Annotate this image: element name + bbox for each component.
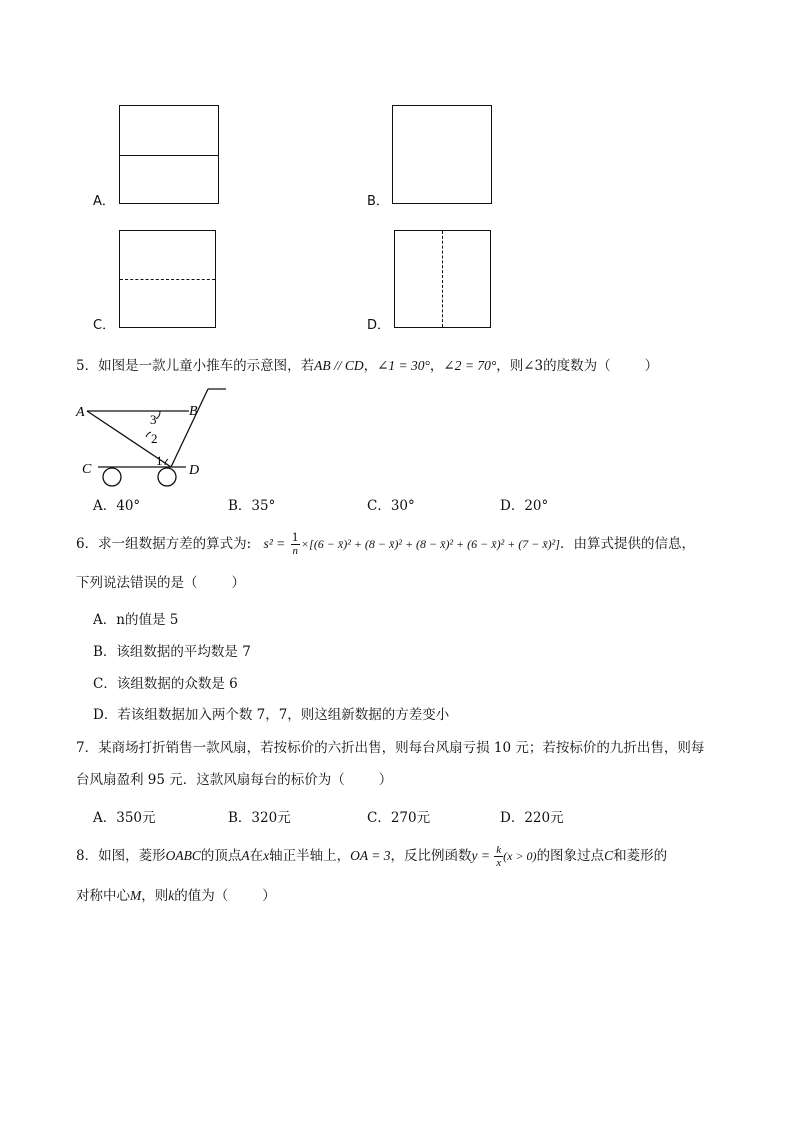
q8-stem: 8．如图，菱形OABC的顶点A在x轴正半轴上，OA = 3，反比例函数y = $\frac{k}{x}$ (x > 0)的图象过点C和菱形的: [76, 844, 668, 869]
dashed-divider-line: [120, 279, 215, 280]
q8-stem-line2: 对称中心M，则k的值为（ ）: [76, 888, 276, 904]
q4-option-a-label: A．: [93, 194, 115, 209]
math-expr: ∠2 = 70°: [443, 358, 497, 373]
q5-option-c: C．30°: [367, 498, 415, 514]
q4-option-b-figure: [392, 105, 492, 204]
question-number: 8．: [76, 848, 99, 864]
angle-3-label: 3: [150, 412, 157, 427]
q4-option-a-figure: [119, 105, 219, 204]
q6-option-c: C．该组数据的众数是 6: [93, 676, 238, 692]
q4-option-d-label: D．: [367, 318, 391, 333]
q4-option-c-label: C．: [93, 318, 116, 333]
label-d: D: [189, 463, 200, 478]
solid-divider-line: [120, 155, 218, 156]
q5-option-b: B．35°: [228, 498, 276, 514]
label-c: C: [82, 462, 92, 477]
q4-option-c-figure: [119, 230, 216, 328]
fraction: $\frac{1}{n}$: [291, 531, 299, 557]
wheel-left: [103, 468, 121, 486]
q6-option-a: A．n的值是 5: [93, 612, 179, 628]
q4-option-b-label: B．: [367, 194, 389, 209]
q6-option-b: B．该组数据的平均数是 7: [93, 644, 251, 660]
q5-stem: 5．如图是一款儿童小推车的示意图，若AB // CD，∠1 = 30°，∠2 = 70°，则∠3的度数为（ ）: [76, 358, 659, 374]
math-expr: s² =: [263, 536, 286, 551]
q5-option-d: D．20°: [500, 498, 549, 514]
q5-option-a: A．40°: [93, 498, 141, 514]
angle-2-label: 2: [151, 431, 158, 446]
question-number: 5．: [76, 358, 99, 374]
q6-stem-line2: 下列说法错误的是（ ）: [76, 575, 245, 591]
q6-option-d: D．若该组数据加入两个数 7，7，则这组新数据的方差变小: [93, 707, 450, 723]
math-expr: y =: [471, 848, 490, 863]
wheel-right: [158, 468, 176, 486]
q7-option-c: C．270元: [367, 810, 431, 826]
dashed-divider-line: [442, 231, 443, 327]
label-b: B: [189, 404, 198, 419]
q7-option-d: D．220元: [500, 810, 564, 826]
q7-option-b: B．320元: [228, 810, 291, 826]
q7-stem-line2: 台风扇盈利 95 元．这款风扇每台的标价为（ ）: [76, 772, 393, 788]
label-a: A: [76, 405, 85, 420]
angle-1-label: 1: [156, 453, 163, 468]
fraction: $\frac{k}{x}$: [496, 844, 502, 869]
question-number: 6．: [76, 536, 99, 552]
math-expr: ×[(6 − x̄)² + (8 − x̄)² + (8 − x̄)² + (6 − x̄)² + (7 − x̄)²]: [301, 537, 560, 551]
question-number: 7．: [76, 740, 99, 756]
q5-stroller-figure: [74, 385, 234, 490]
q7-option-a: A．350元: [93, 810, 156, 826]
q7-stem: 7．某商场打折销售一款风扇，若按标价的六折出售，则每台风扇亏损 10 元；若按标价的九折出售，则每: [76, 740, 705, 756]
q6-stem: 6．求一组数据方差的算式为: s² = $\frac{1}{n}$ ×[(6 − x̄)² + (8 − x̄)² + (8 − x̄)² + (6 − x̄)² + (7 − x̄)²]．由算式提供的信息，: [76, 531, 695, 557]
math-expr: AB // CD: [314, 358, 364, 373]
q4-option-d-figure: [394, 230, 491, 328]
math-expr: ∠1 = 30°: [377, 358, 430, 373]
